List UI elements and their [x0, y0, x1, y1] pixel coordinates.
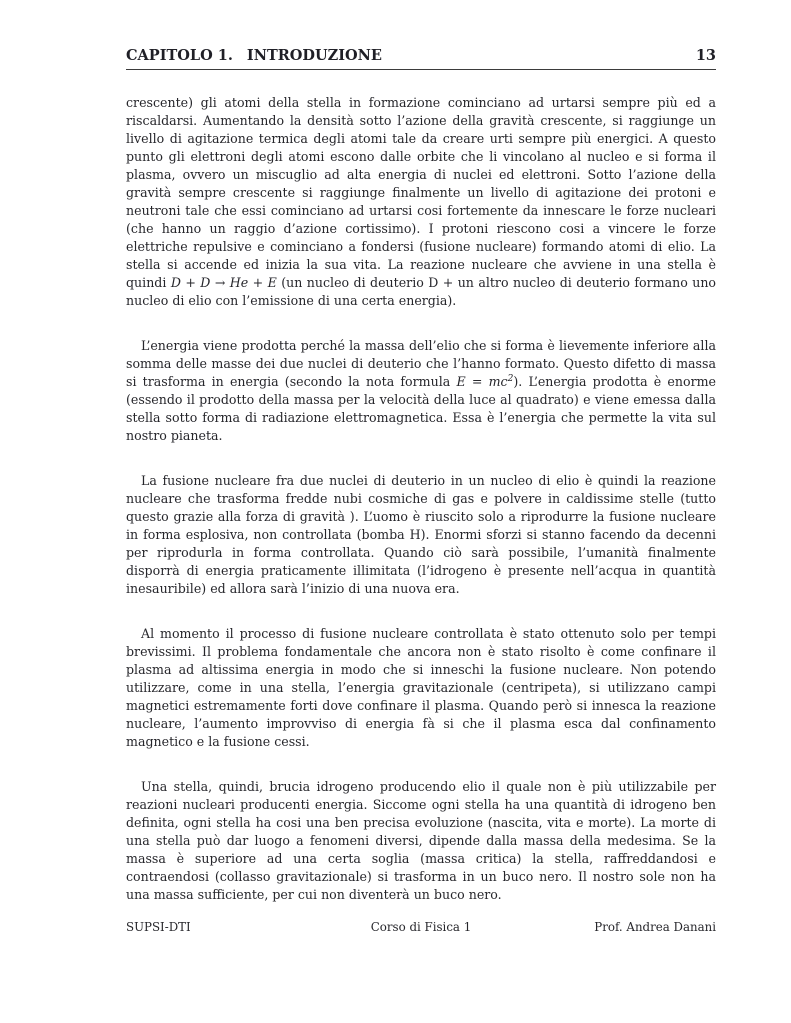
page-header	[126, 47, 716, 70]
paragraph-2	[126, 337, 716, 445]
page-number: 13	[695, 47, 716, 64]
paragraph-text: (un nucleo di deuterio D + un altro nucleo di deuterio formano uno nucleo di elio con l’emissione di una certa energia).	[126, 275, 717, 308]
paragraph-3: La fusione nucleare fra due nuclei di deuterio in un nucleo di elio è quindi la reazione nucleare che trasforma fredde nubi cosmiche di gas e polvere in caldissime stelle (tutto questo grazie alla forza di gravità ). L’uomo è riuscito solo a riprodurre la fusione nucleare in forma esplosiva, non controllata (bomba H). Enormi sforzi si stanno facendo da decenni per riprodurla in forma controllata. Quando ciò sarà possibile, l’umanità finalmente disporrà di energia praticamente illimitata (l’idrogeno è presente nell’acqua in quantità inesauribile) ed allora sarà l’inizio di una nuova era.	[126, 473, 716, 596]
chapter-title: INTRODUZIONE	[246, 47, 382, 64]
inline-formula-fusion: D + D → He + E	[170, 275, 277, 290]
footer-professor: Prof. Andrea Danani	[594, 920, 716, 934]
paragraph-text: crescente) gli atomi della stella in formazione cominciano ad urtarsi sempre più ed a riscaldarsi. Aumentando la densità sotto l’azione della gravità crescente, si raggiunge un livello di agitazione termica degli atomi tale da creare urti sempre più energici. A questo punto gli elettroni degli atomi escono dalle orbite che li vincolano al nucleo e si forma il plasma, ovvero un miscuglio ad alta energia di nuclei ed elettroni. Sotto l’azione della gravità sempre crescente si raggiunge finalmente un livello di agitazione dei protoni e neutroni tale che essi cominciano ad urtarsi cosi fortemente da innescare le forze nucleari (che hanno un raggio d’azione cortissimo). I protoni riescono cosi a vincere le forze elettriche repulsive e cominciano a fondersi (fusione nucleare) formando atomi di elio. La stella si accende ed inizia la sua vita. La reazione nucleare che avviene in una stella è quindi	[126, 95, 716, 290]
footer-course: Corso di Fisica 1	[370, 920, 472, 934]
paragraph-text: ). L’energia prodotta è enorme (essendo il prodotto della massa per la velocità della luce al quadrato) e viene emessa dalla stella sotto forma di radiazione elettromagnetica. Essa è l’energia che permette la vita sul nostro pianeta.	[126, 374, 716, 443]
paragraph-5: Una stella, quindi, brucia idrogeno producendo elio il quale non è più utilizzabile per reazioni nucleari producenti energia. Siccome ogni stella ha una quantità di idrogeno ben definita, ogni stella ha cosi una ben precisa evoluzione (nascita, vita e morte). La morte di una stella può dar luogo a fenomeni diversi, dipende dalla massa della medesima. Se la massa è superiore ad una certa soglia (massa critica) la stella, raffreddandosi e contraendosi (collasso gravitazionale) si trasforma in un buco nero. Il nostro sole non ha una massa sufficiente, per cui non diventerà un buco nero.	[126, 779, 716, 902]
page-body	[126, 94, 716, 931]
footer-institution: SUPSI-DTI	[126, 920, 191, 934]
chapter-label: CAPITOLO 1.	[126, 47, 233, 64]
inline-formula-emc2: E = mc	[456, 374, 508, 389]
formula-exponent: 2	[507, 373, 514, 384]
paragraph-4: Al momento il processo di fusione nucleare controllata è stato ottenuto solo per tempi brevissimi. Il problema fondamentale che ancora non è stato risolto è come confinare il plasma ad altissima energia in modo che si inneschi la fusione nucleare. Non potendo utilizzare, come in una stella, l’energia gravitazionale (centripeta), si utilizzano campi magnetici estremamente forti dove confinare il plasma. Quando però si innesca la reazione nucleare, l’aumento improvviso di energia fà si che il plasma esca dal confinamento magnetico e la fusione cessi.	[126, 626, 716, 749]
chapter-heading	[126, 47, 382, 64]
paragraph-text: L’energia viene prodotta perché la massa dell’elio che si forma è lievemente inferiore alla somma delle masse dei due nuclei di deuterio che l’hanno formato. Questo difetto di massa si trasforma in energia (secondo la nota formula	[126, 338, 716, 389]
paragraph-1	[126, 94, 716, 310]
page-footer	[126, 920, 716, 934]
